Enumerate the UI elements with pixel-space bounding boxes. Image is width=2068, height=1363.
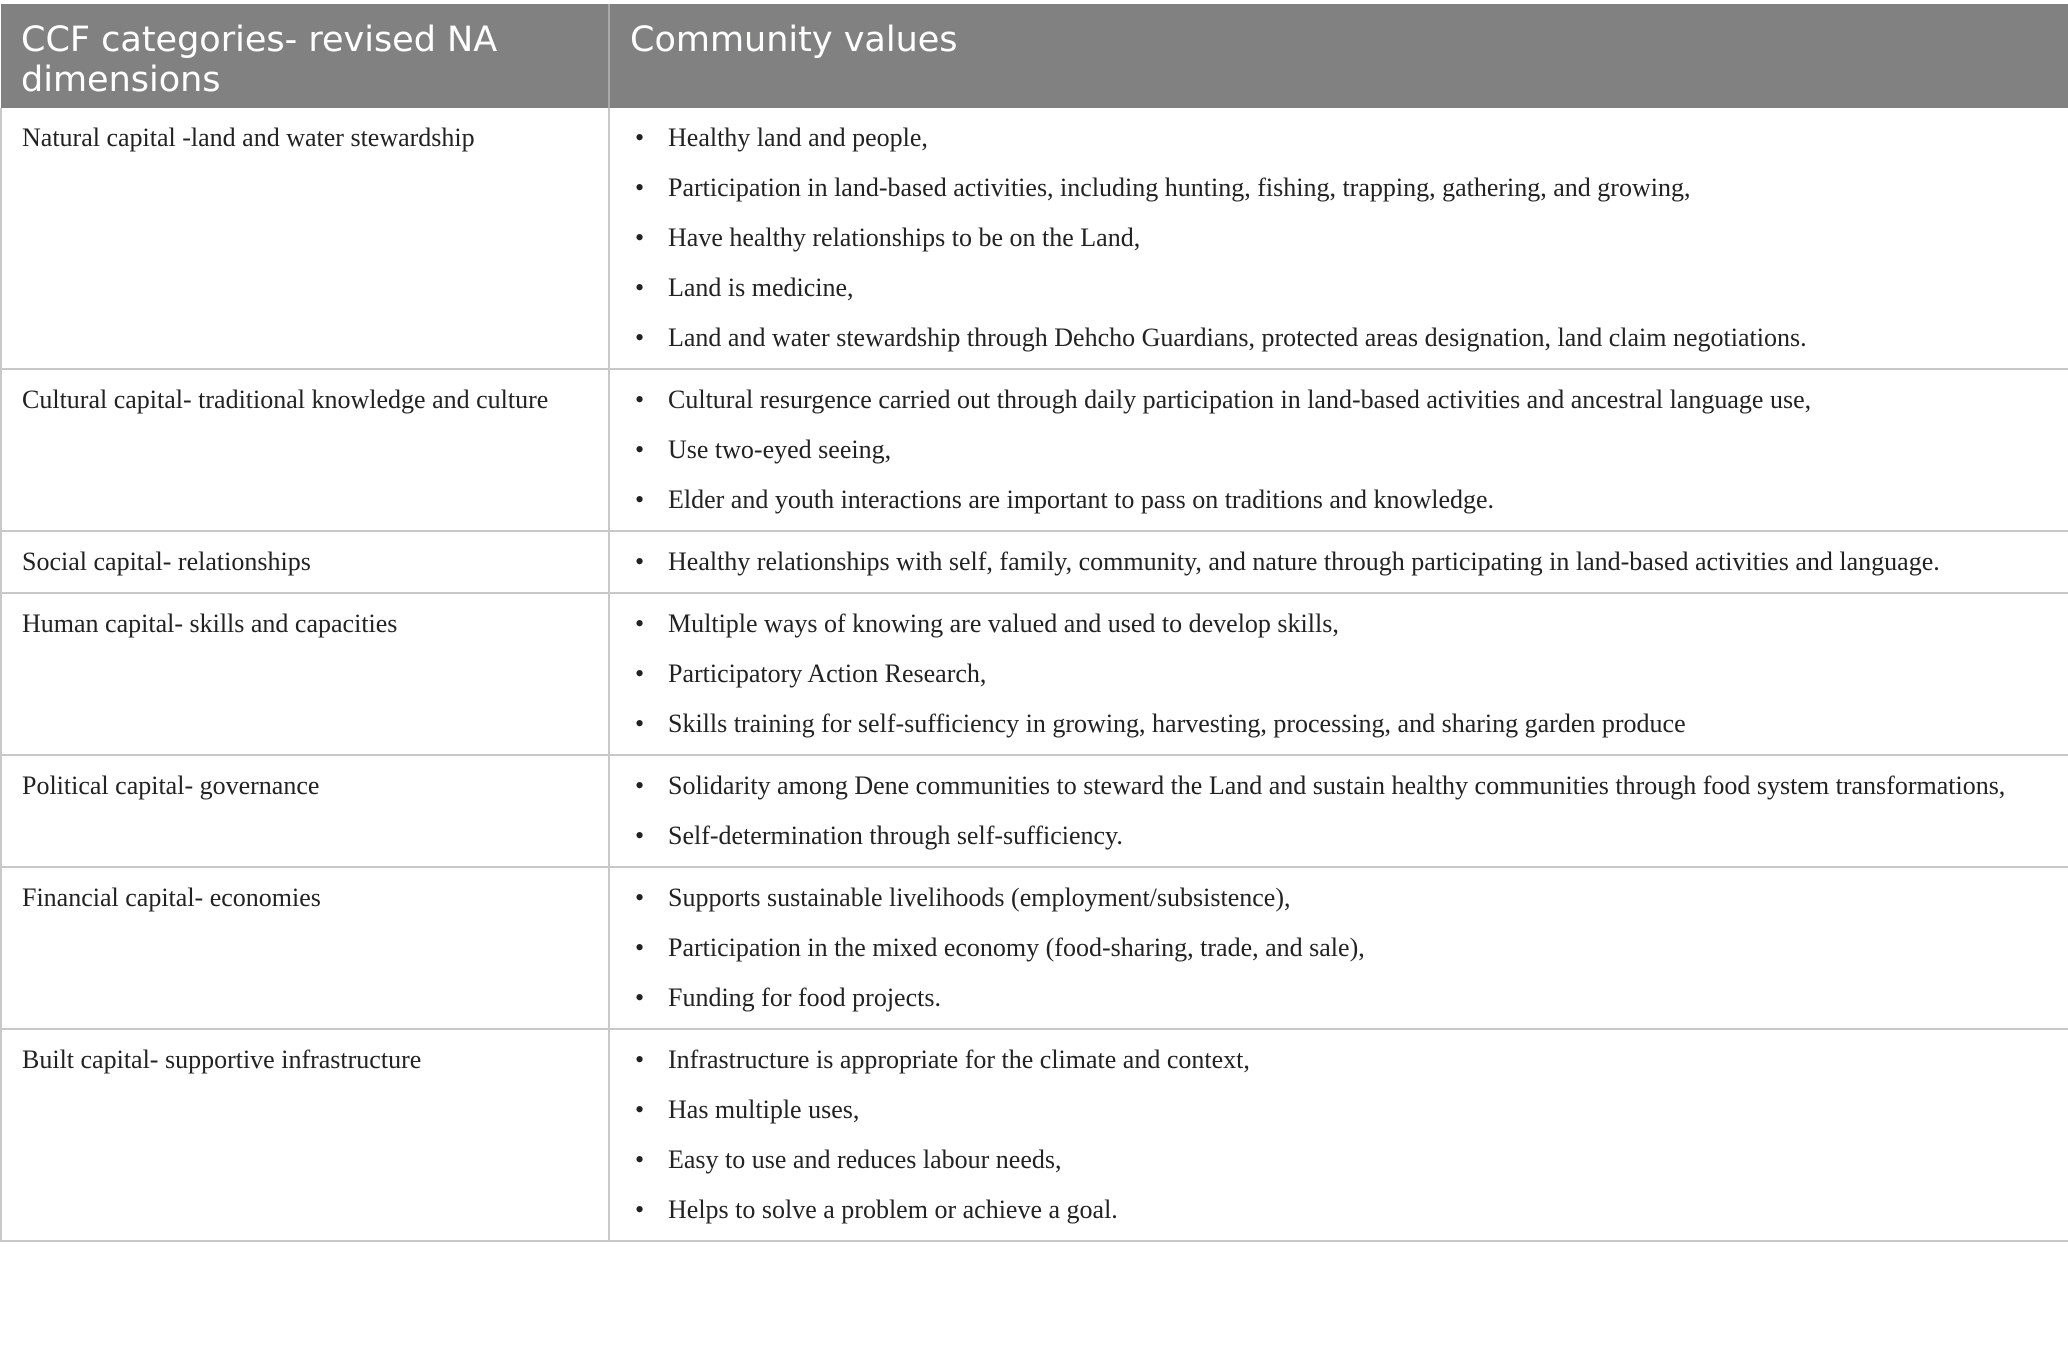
values-cell	[609, 369, 2068, 531]
table-row	[1, 593, 2068, 755]
list-item: • Land is medicine,	[668, 263, 2048, 313]
list-item: • Easy to use and reduces labour needs,	[668, 1135, 2048, 1185]
category-cell: Cultural capital- traditional knowledge and culture	[1, 369, 609, 531]
list-item: • Participatory Action Research,	[668, 649, 2048, 699]
category-cell: Human capital- skills and capacities	[1, 593, 609, 755]
list-item: • Funding for food projects.	[668, 973, 2048, 1023]
table-row	[1, 867, 2068, 1029]
values-cell	[609, 593, 2068, 755]
category-cell: Political capital- governance	[1, 755, 609, 867]
list-item: • Multiple ways of knowing are valued and used to develop skills,	[668, 599, 2048, 649]
list-item: • Participation in land-based activities, including hunting, fishing, trapping, gathering, and growing,	[668, 163, 2048, 213]
values-list	[630, 761, 2048, 861]
values-cell	[609, 108, 2068, 369]
category-cell: Financial capital- economies	[1, 867, 609, 1029]
header-row	[1, 4, 2068, 108]
table-row	[1, 369, 2068, 531]
category-cell: Natural capital -land and water stewardship	[1, 108, 609, 369]
values-list	[630, 113, 2048, 363]
list-item: • Use two-eyed seeing,	[668, 425, 2048, 475]
table-row	[1, 755, 2068, 867]
list-item: • Healthy land and people,	[668, 113, 2048, 163]
table-row	[1, 108, 2068, 369]
list-item: • Participation in the mixed economy (food-sharing, trade, and sale),	[668, 923, 2048, 973]
list-item: • Infrastructure is appropriate for the climate and context,	[668, 1035, 2048, 1085]
values-cell	[609, 755, 2068, 867]
values-list	[630, 873, 2048, 1023]
category-cell: Social capital- relationships	[1, 531, 609, 593]
list-item: • Solidarity among Dene communities to steward the Land and sustain healthy communities through food system transformations,	[668, 761, 2048, 811]
table-row	[1, 531, 2068, 593]
list-item: • Self-determination through self-sufficiency.	[668, 811, 2048, 861]
list-item: • Helps to solve a problem or achieve a goal.	[668, 1185, 2048, 1235]
list-item: • Cultural resurgence carried out through daily participation in land-based activities and ancestral language use,	[668, 375, 2048, 425]
list-item: • Supports sustainable livelihoods (employment/subsistence),	[668, 873, 2048, 923]
header-community-values: Community values	[609, 4, 2068, 108]
header-ccf-categories: CCF categories- revised NA dimensions	[1, 4, 609, 108]
values-cell	[609, 867, 2068, 1029]
values-cell	[609, 1029, 2068, 1241]
list-item: • Have healthy relationships to be on the Land,	[668, 213, 2048, 263]
values-list	[630, 1035, 2048, 1235]
values-table-container	[0, 4, 2068, 1242]
values-list	[630, 375, 2048, 525]
ccf-community-values-table	[0, 4, 2068, 1242]
table-body	[1, 108, 2068, 1241]
values-list	[630, 599, 2048, 749]
table-row	[1, 1029, 2068, 1241]
table-header	[1, 4, 2068, 108]
list-item: • Land and water stewardship through Dehcho Guardians, protected areas designation, land claim negotiations.	[668, 313, 2048, 363]
list-item: • Skills training for self-sufficiency in growing, harvesting, processing, and sharing garden produce	[668, 699, 2048, 749]
values-list	[630, 537, 2048, 587]
list-item: • Has multiple uses,	[668, 1085, 2048, 1135]
category-cell: Built capital- supportive infrastructure	[1, 1029, 609, 1241]
list-item: • Healthy relationships with self, family, community, and nature through participating in land-based activities and language.	[668, 537, 2048, 587]
list-item: • Elder and youth interactions are important to pass on traditions and knowledge.	[668, 475, 2048, 525]
values-cell	[609, 531, 2068, 593]
